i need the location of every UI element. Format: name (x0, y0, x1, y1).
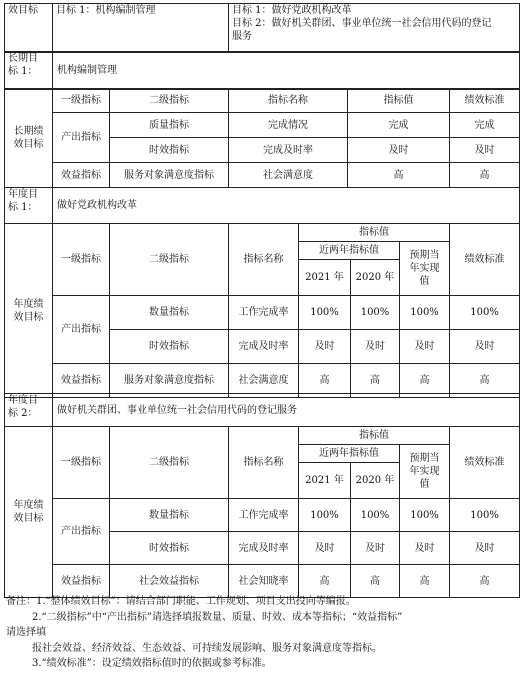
table-cell: 社会效益指标 (110, 565, 229, 598)
yp1-exp-c: 值 (419, 276, 430, 287)
header-goal-2a: 目标 2：做好机关群团、事业单位统一社会信用代码的登记 (232, 18, 492, 29)
yp2-benefit-label: 效益指标 (53, 565, 110, 598)
year-goal-2-value: 做好机关群团、事业单位统一社会信用代码的登记服务 (53, 394, 520, 427)
table-cell: 高 (450, 364, 520, 398)
note-line-1: 备注：1.“整体绩效目标”：请结合部门职能、工作规划、项目支出投向等编报。 (6, 596, 356, 607)
yp1-exp-b: 年实现 (409, 263, 440, 274)
header-indicator-name: 指标名称 (229, 89, 348, 113)
table-cell: 及时 (299, 532, 351, 565)
table-cell: 及时 (450, 330, 520, 364)
header-goal-1: 目标 1：做好党政机构改革 (232, 5, 352, 16)
yp1-h-2020: 2020 年 (351, 260, 400, 296)
yp2-output-label: 产出指标 (53, 499, 110, 565)
yp2-h-2021: 2021 年 (299, 463, 351, 499)
table-cell: 工作完成率 (229, 296, 299, 330)
table-cell: 完成情况 (229, 113, 348, 138)
table-cell: 100% (299, 296, 351, 330)
table-cell: 100% (299, 499, 351, 532)
ltp-label-b: 效目标 (13, 139, 44, 150)
yp2-h-value: 指标值 (299, 427, 450, 445)
table-cell: 高 (450, 565, 520, 598)
table-cell: 及时 (450, 138, 520, 163)
header-indicator-value: 指标值 (348, 89, 450, 113)
yp1-label-b: 效目标 (13, 311, 44, 323)
header-goal-2b: 服务 (232, 31, 252, 42)
yp2-h-name: 指标名称 (229, 427, 299, 499)
table-cell: 完成 (450, 113, 520, 138)
table-cell: 社会满意度 (229, 163, 348, 188)
table-cell: 及时 (351, 330, 400, 364)
table-cell: 高 (400, 565, 450, 598)
yp1-h-first: 一级指标 (53, 224, 110, 296)
yp1-h-expected (400, 242, 450, 296)
yg1-label-a: 年度目 (8, 189, 38, 200)
header-goals (229, 4, 520, 53)
year-perf-2-table (4, 426, 520, 598)
table-cell: 完成 (348, 113, 450, 138)
table-cell: 时效指标 (110, 330, 229, 364)
table-cell: 时效指标 (110, 138, 229, 163)
yg2-label-b: 标 2： (8, 408, 38, 419)
long-term-goal-table (4, 51, 520, 90)
yp1-h-recent: 近两年指标值 (299, 242, 400, 260)
note-line-2: 2.“二级指标”中“产出指标”请选择填报数量、质量、时效、成本等指标；“效益指标” (32, 611, 403, 623)
year-goal-1-value: 做好党政机构改革 (53, 188, 520, 224)
notes (6, 594, 518, 672)
yp1-h-second: 二级指标 (110, 224, 229, 296)
table-cell: 工作完成率 (229, 499, 299, 532)
yp1-h-value: 指标值 (299, 224, 450, 242)
table-cell: 100% (400, 499, 450, 532)
yp2-label-b: 效目标 (13, 513, 44, 524)
table-cell: 服务对象满意度指标 (110, 163, 229, 188)
year-goal-1-table (4, 187, 520, 224)
table-cell: 高 (348, 163, 450, 188)
table-cell: 高 (299, 364, 351, 398)
yp2-h-recent: 近两年指标值 (299, 445, 400, 463)
table-cell: 数量指标 (110, 296, 229, 330)
yp2-h-expected (400, 445, 450, 499)
header-goal-col: 目标 1：机构编制管理 (53, 4, 229, 53)
note-line-5: 3.“绩效标准”：设定绩效指标值时的依据或参考标准。 (32, 658, 272, 669)
yp2-h-first: 一级指标 (53, 427, 110, 499)
table-cell: 高 (351, 565, 400, 598)
yp1-output-label: 产出指标 (53, 296, 110, 364)
table-cell: 高 (351, 364, 400, 398)
year-perf-1-table (4, 223, 520, 398)
long-term-label-a: 长期目 (8, 53, 38, 64)
header-second-level: 二级指标 (110, 89, 229, 113)
yp1-h-name: 指标名称 (229, 224, 299, 296)
table-cell: 及时 (400, 532, 450, 565)
table-cell: 完成及时率 (229, 330, 299, 364)
table-cell: 时效指标 (110, 532, 229, 565)
year-goal-2-table (4, 393, 520, 427)
yp2-h-2020: 2020 年 (351, 463, 400, 499)
yp2-exp-b: 年实现 (409, 466, 440, 477)
table-cell: 及时 (351, 532, 400, 565)
ltp-output-label: 产出指标 (53, 113, 110, 163)
yp2-exp-c: 值 (419, 479, 430, 490)
yp1-h-2021: 2021 年 (299, 260, 351, 296)
table-cell: 完成及时率 (229, 532, 299, 565)
yp2-exp-a: 预期当 (409, 453, 440, 464)
header-first-level: 一级指标 (53, 89, 110, 113)
header-label: 效目标 (5, 4, 53, 53)
yp2-h-standard: 绩效标准 (450, 427, 520, 499)
table-cell: 及时 (450, 532, 520, 565)
long-term-perf-table (4, 88, 520, 188)
header-standard: 绩效标准 (450, 89, 520, 113)
table-cell: 100% (400, 296, 450, 330)
table-cell: 100% (351, 296, 400, 330)
table-cell: 数量指标 (110, 499, 229, 532)
table-cell: 完成及时率 (229, 138, 348, 163)
table-cell: 质量指标 (110, 113, 229, 138)
yp1-benefit-label: 效益指标 (53, 364, 110, 398)
table-cell: 服务对象满意度指标 (110, 364, 229, 398)
table-cell: 100% (450, 499, 520, 532)
long-term-perf-label (5, 89, 53, 188)
table-cell: 及时 (348, 138, 450, 163)
table-cell: 高 (299, 565, 351, 598)
yp2-label (5, 427, 53, 598)
header-table (4, 3, 520, 53)
yp1-label-a: 年度绩 (13, 298, 44, 310)
long-term-label-b: 标 1： (8, 66, 38, 77)
yp2-h-second: 二级指标 (110, 427, 229, 499)
table-cell: 及时 (400, 330, 450, 364)
note-line-3: 请选择填 (6, 627, 46, 638)
table-cell: 及时 (299, 330, 351, 364)
year-goal-1-label (5, 188, 53, 224)
year-goal-2-label (5, 394, 53, 427)
yp2-label-a: 年度绩 (13, 500, 44, 511)
yg2-label-a: 年度目 (8, 395, 38, 406)
ltp-benefit-label: 效益指标 (53, 163, 110, 188)
long-term-goal-label (5, 52, 53, 90)
table-cell: 100% (351, 499, 400, 532)
long-term-goal-value: 机构编制管理 (53, 52, 520, 90)
yp1-exp-a: 预期当 (409, 250, 440, 261)
table-cell: 社会知晓率 (229, 565, 299, 598)
ltp-label-a: 长期绩 (13, 126, 44, 137)
note-line-4: 报社会效益、经济效益、生态效益、可持续发展影响、服务对象满意度等指标。 (32, 642, 382, 654)
yp1-h-standard: 绩效标准 (450, 224, 520, 296)
table-cell: 高 (450, 163, 520, 188)
table-cell: 社会满意度 (229, 364, 299, 398)
table-cell: 高 (400, 364, 450, 398)
yg1-label-b: 标 1： (8, 202, 38, 213)
yp1-label (5, 224, 53, 398)
table-cell: 100% (450, 296, 520, 330)
